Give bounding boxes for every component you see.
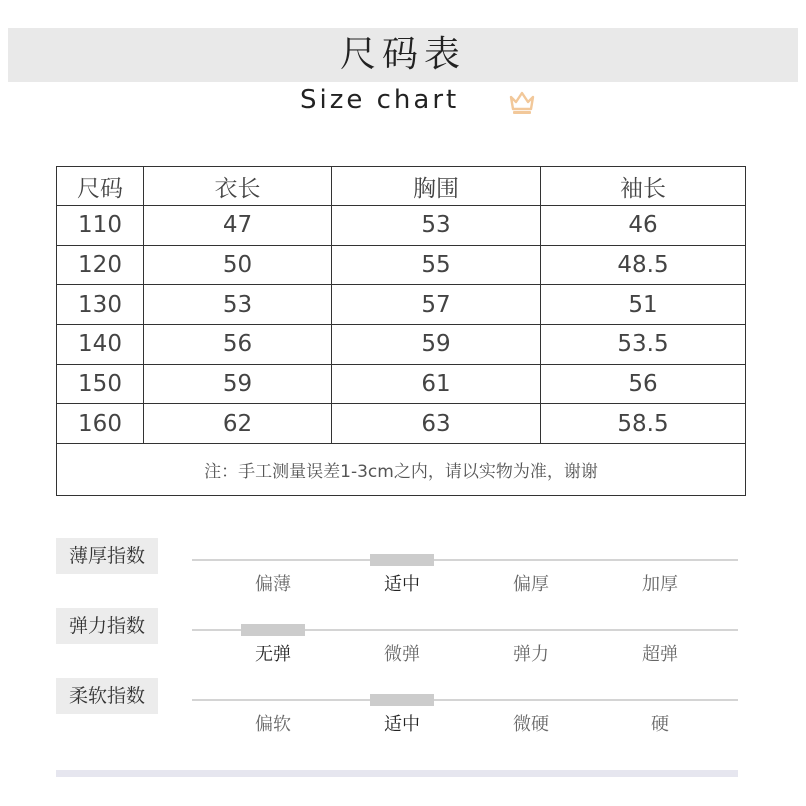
table-row	[57, 325, 746, 365]
thickness-indicator-label: 薄厚指数	[56, 538, 158, 574]
thickness-indicator-marker	[370, 554, 434, 566]
softness-option: 适中	[384, 714, 420, 735]
table-cell: 150	[57, 364, 144, 404]
elasticity-indicator-label: 弹力指数	[56, 608, 158, 644]
table-header-row	[57, 167, 746, 206]
table-row	[57, 364, 746, 404]
elasticity-option: 微弹	[384, 644, 420, 665]
thickness-option: 偏薄	[255, 574, 291, 595]
table-cell: 53	[144, 285, 332, 325]
measurement-note: 注：手工测量误差1-3cm之内，请以实物为准，谢谢	[57, 444, 746, 496]
column-header-size: 尺码	[57, 167, 144, 206]
table-cell: 61	[332, 364, 541, 404]
table-cell: 120	[57, 245, 144, 285]
page-subtitle: Size chart	[300, 85, 460, 115]
size-table	[56, 166, 746, 496]
page-title: 尺码表	[339, 34, 466, 75]
thickness-option: 偏厚	[513, 574, 549, 595]
table-cell: 51	[541, 285, 746, 325]
crown-icon	[508, 88, 536, 116]
thickness-indicator-track	[192, 559, 738, 561]
table-cell: 50	[144, 245, 332, 285]
elasticity-indicator-marker	[241, 624, 305, 636]
table-cell: 56	[144, 325, 332, 365]
table-cell: 56	[541, 364, 746, 404]
softness-indicator-marker	[370, 694, 434, 706]
table-cell: 130	[57, 285, 144, 325]
table-cell: 160	[57, 404, 144, 444]
softness-indicator-track	[192, 699, 738, 701]
softness-indicator-label: 柔软指数	[56, 678, 158, 714]
elasticity-option: 超弹	[642, 644, 678, 665]
table-row	[57, 285, 746, 325]
table-row	[57, 404, 746, 444]
elasticity-indicator	[56, 608, 746, 668]
table-cell: 53.5	[541, 325, 746, 365]
softness-option: 偏软	[255, 714, 291, 735]
elasticity-option: 无弹	[255, 644, 291, 665]
table-cell: 53	[332, 206, 541, 246]
thickness-option: 适中	[384, 574, 420, 595]
table-cell: 62	[144, 404, 332, 444]
softness-indicator	[56, 678, 746, 738]
elasticity-option: 弹力	[513, 644, 549, 665]
table-cell: 58.5	[541, 404, 746, 444]
table-cell: 110	[57, 206, 144, 246]
softness-option: 硬	[651, 714, 669, 735]
table-cell: 46	[541, 206, 746, 246]
bottom-divider	[56, 770, 738, 777]
table-cell: 47	[144, 206, 332, 246]
softness-option: 微硬	[513, 714, 549, 735]
table-cell: 55	[332, 245, 541, 285]
table-cell: 140	[57, 325, 144, 365]
column-header-sleeve: 袖长	[541, 167, 746, 206]
table-cell: 59	[144, 364, 332, 404]
table-cell: 63	[332, 404, 541, 444]
column-header-length: 衣长	[144, 167, 332, 206]
table-row	[57, 206, 746, 246]
table-cell: 59	[332, 325, 541, 365]
table-cell: 57	[332, 285, 541, 325]
thickness-option: 加厚	[642, 574, 678, 595]
table-row	[57, 245, 746, 285]
column-header-chest: 胸围	[332, 167, 541, 206]
table-note-row	[57, 444, 746, 496]
thickness-indicator	[56, 538, 746, 598]
table-cell: 48.5	[541, 245, 746, 285]
